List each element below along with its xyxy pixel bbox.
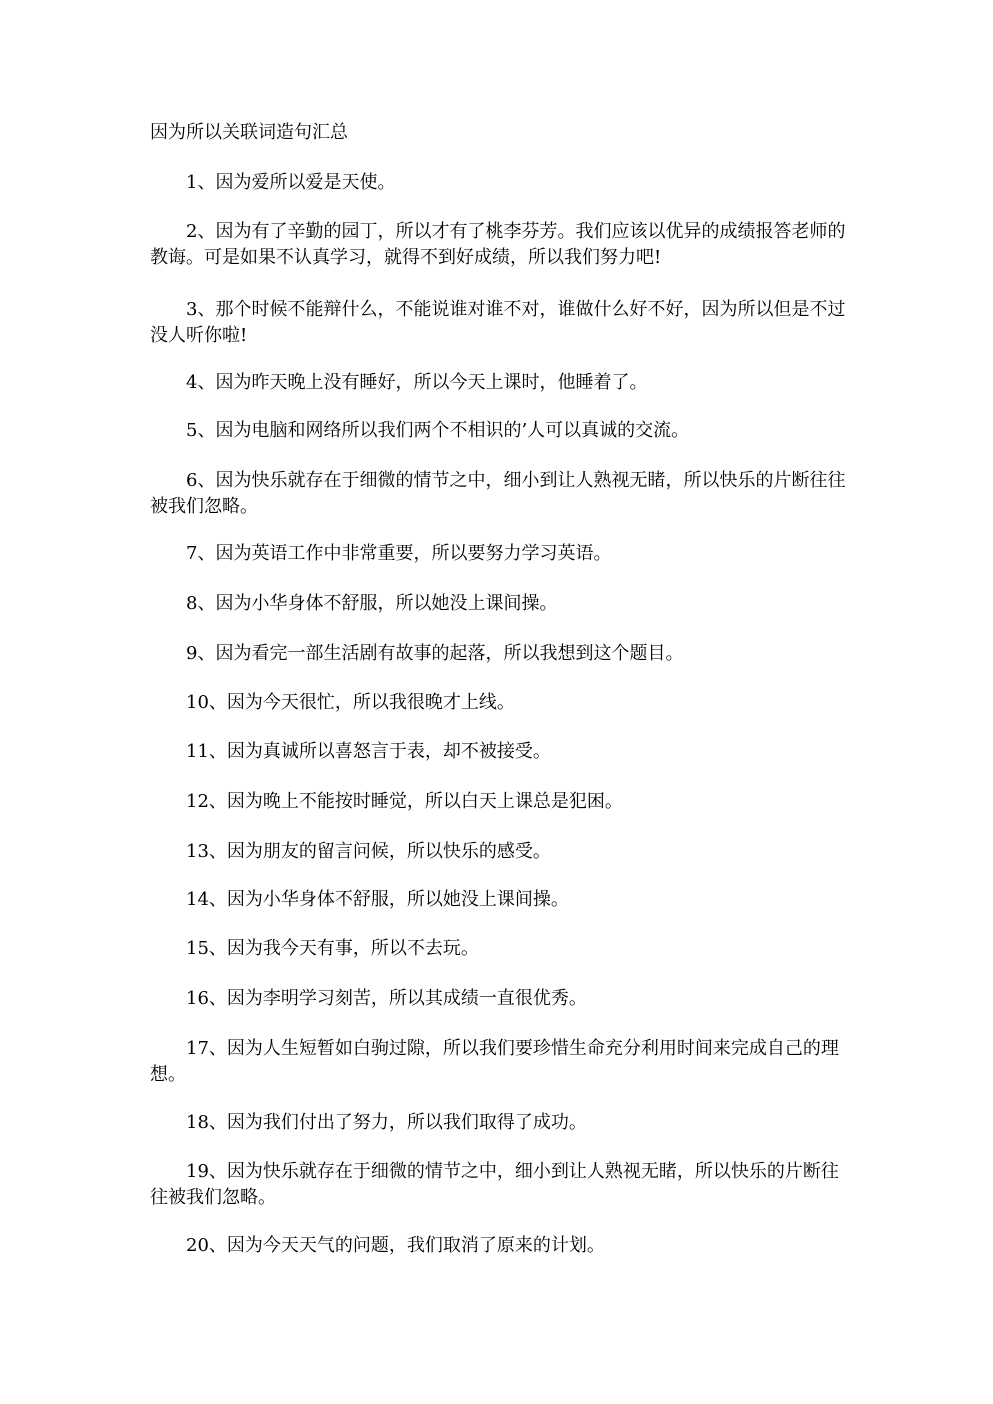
sentence-item (150, 370, 850, 396)
item-text: 因为晚上不能按时睡觉，所以白天上课总是犯困。 (226, 791, 623, 812)
sentence-item (150, 1159, 850, 1211)
sentence-item (150, 468, 850, 520)
item-text: 因为小华身体不舒服，所以她没上课间操。 (226, 889, 569, 910)
item-number: 16、 (186, 988, 227, 1009)
item-number: 11、 (186, 741, 227, 762)
sentence-item (150, 690, 850, 716)
item-number: 2、 (186, 221, 216, 242)
item-text: 那个时候不能辩什么，不能说谁对谁不对，谁做什么好不好，因为所以但是不过没人听你啦! (150, 299, 846, 346)
item-number: 3、 (186, 299, 216, 320)
item-number: 1、 (186, 172, 216, 193)
item-number: 6、 (186, 470, 216, 491)
item-number: 13、 (186, 841, 227, 862)
sentence-item (150, 986, 850, 1012)
item-text: 因为今天天气的问题，我们取消了原来的计划。 (226, 1235, 605, 1256)
sentence-item (150, 739, 850, 765)
item-number: 4、 (186, 372, 216, 393)
item-text: 因为有了辛勤的园丁，所以才有了桃李芬芳。我们应该以优异的成绩报答老师的教诲。可是如果不认真学习，就得不到好成绩，所以我们努力吧! (150, 221, 846, 268)
item-number: 17、 (186, 1038, 227, 1059)
item-number: 7、 (186, 543, 216, 564)
sentence-item (150, 789, 850, 815)
item-number: 9、 (186, 643, 216, 664)
sentence-item (150, 936, 850, 962)
item-number: 10、 (186, 692, 227, 713)
item-text: 因为今天很忙，所以我很晚才上线。 (226, 692, 515, 713)
item-text: 因为我今天有事，所以不去玩。 (226, 938, 479, 959)
sentence-item (150, 641, 850, 667)
sentence-item (150, 887, 850, 913)
sentence-item (150, 839, 850, 865)
item-text: 因为人生短暂如白驹过隙，所以我们要珍惜生命充分利用时间来完成自己的理想。 (150, 1038, 839, 1085)
item-number: 8、 (186, 593, 216, 614)
item-text: 因为我们付出了努力，所以我们取得了成功。 (226, 1112, 587, 1133)
document-title: 因为所以关联词造句汇总 (150, 122, 348, 143)
sentence-item (150, 418, 850, 444)
item-text: 因为电脑和网络所以我们两个不相识的’人可以真诚的交流。 (215, 420, 690, 441)
item-number: 5、 (186, 420, 216, 441)
item-text: 因为昨天晚上没有睡好，所以今天上课时，他睡着了。 (215, 372, 648, 393)
item-number: 14、 (186, 889, 227, 910)
item-text: 因为朋友的留言问候，所以快乐的感受。 (226, 841, 551, 862)
sentence-item (150, 170, 850, 196)
item-text: 因为英语工作中非常重要，所以要努力学习英语。 (215, 543, 612, 564)
sentence-item (150, 591, 850, 617)
sentence-item (150, 1110, 850, 1136)
item-text: 因为小华身体不舒服，所以她没上课间操。 (215, 593, 558, 614)
item-text: 因为快乐就存在于细微的情节之中，细小到让人熟视无睹，所以快乐的片断往往被我们忽略。 (150, 470, 846, 517)
item-number: 15、 (186, 938, 227, 959)
item-text: 因为真诚所以喜怒言于表，却不被接受。 (226, 741, 551, 762)
sentence-item (150, 1233, 850, 1259)
item-number: 12、 (186, 791, 227, 812)
item-text: 因为快乐就存在于细微的情节之中，细小到让人熟视无睹，所以快乐的片断往往被我们忽略。 (150, 1161, 839, 1208)
sentence-item (150, 297, 850, 349)
item-text: 因为看完一部生活剧有故事的起落，所以我想到这个题目。 (215, 643, 684, 664)
sentence-item (150, 1036, 850, 1088)
sentence-item (150, 541, 850, 567)
item-number: 20、 (186, 1235, 227, 1256)
sentence-item (150, 219, 850, 271)
item-number: 18、 (186, 1112, 227, 1133)
item-number: 19、 (186, 1161, 227, 1182)
item-text: 因为爱所以爱是天使。 (215, 172, 396, 193)
item-text: 因为李明学习刻苦，所以其成绩一直很优秀。 (226, 988, 587, 1009)
